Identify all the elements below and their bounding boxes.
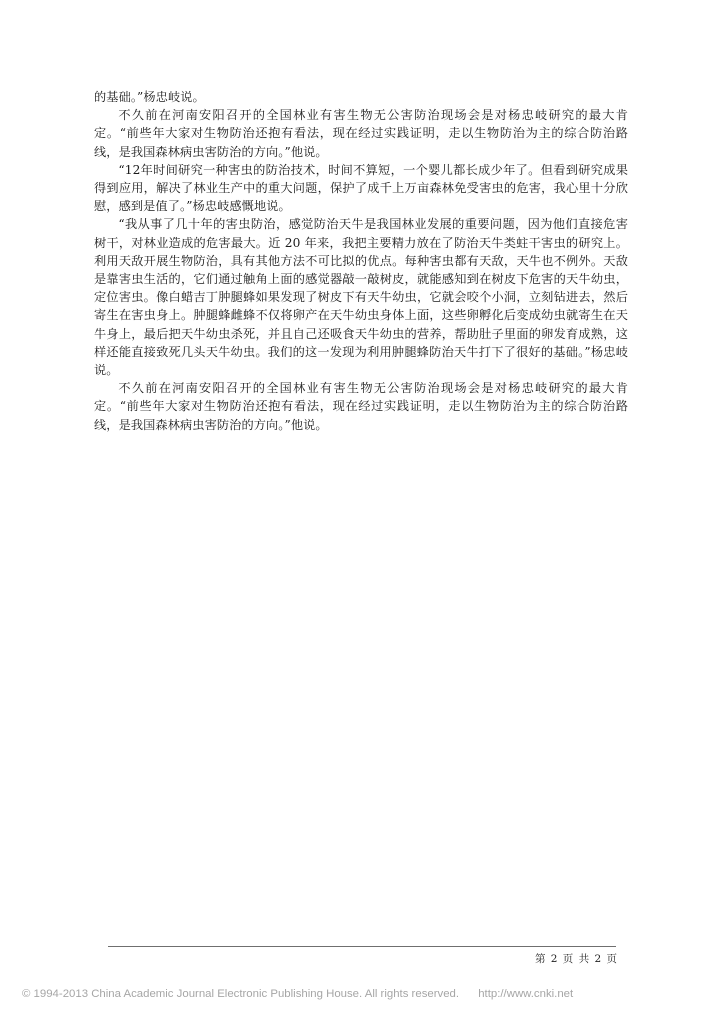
page-number: 第 2 页 共 2 页	[534, 953, 618, 965]
paragraph-2: 不久前在河南安阳召开的全国林业有害生物无公害防治现场会是对杨忠岐研究的最大肯定。“前些年大家对生物防治还抱有看法，现在经过实践证明，走以生物防治为主的综合防治路线，是我国森林病虫害防治的方向。”他说。	[94, 108, 628, 159]
article-body	[94, 88, 628, 434]
paragraph-4: “我从事了几十年的害虫防治，感觉防治天牛是我国林业发展的重要问题，因为他们直接危害树干，对林业造成的危害最大。近 20 年来，我把主要精力放在了防治天牛类蛀干害虫的研究上。利用天敌开展生物防治，具有其他方法不可比拟的优点。每种害虫都有天敌，天牛也不例外。天敌是靠害虫生活的，它们通过触角上面的感觉器敲一敲树皮，就能感知到在树皮下危害的天牛幼虫，定位害虫。像白蜡吉丁肿腿蜂如果发现了树皮下有天牛幼虫，它就会咬个小洞，立刻钻进去，然后寄生在害虫身上。肿腿蜂雌蜂不仅将卵产在天牛幼虫身体上面，这些卵孵化后变成幼虫就寄生在天牛身上，最后把天牛幼虫杀死，并且自己还吸食天牛幼虫的营养，帮助肚子里面的卵发育成熟，这样还能直接致死几头天牛幼虫。我们的这一发现为利用肿腿蜂防治天牛打下了很好的基础。”杨忠岐说。	[94, 217, 628, 378]
paragraph-3: “12年时间研究一种害虫的防治技术，时间不算短，一个婴儿都长成少年了。但看到研究成果得到应用，解决了林业生产中的重大问题，保护了成千上万亩森林免受害虫的危害，我心里十分欣慰，感到是值了。”杨忠岐感慨地说。	[94, 162, 628, 214]
paragraph-5: 不久前在河南安阳召开的全国林业有害生物无公害防治现场会是对杨忠岐研究的最大肯定。“前些年大家对生物防治还抱有看法，现在经过实践证明，走以生物防治为主的综合防治路线，是我国森林病虫害防治的方向。”他说。	[94, 381, 628, 432]
paragraph-1: 的基础。”杨忠岐说。	[94, 90, 205, 104]
copyright-notice	[22, 988, 573, 1000]
copyright-url[interactable]: http://www.cnki.net	[478, 988, 574, 1000]
copyright-text: © 1994-2013 China Academic Journal Electronic Publishing House. All rights reserved.	[22, 988, 460, 1000]
footer-divider	[108, 946, 616, 947]
